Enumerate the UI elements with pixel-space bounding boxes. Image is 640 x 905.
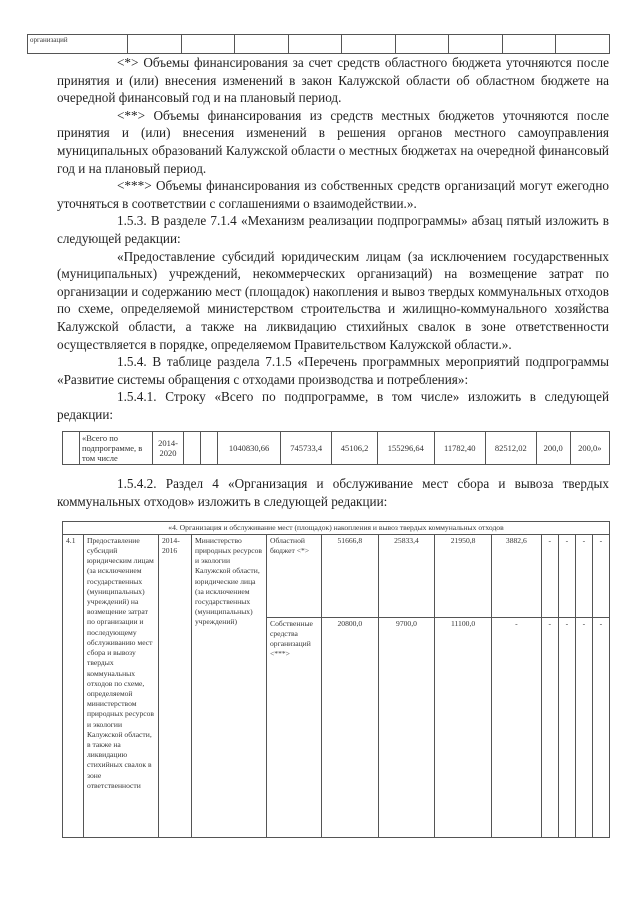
paragraph-1-5-4-1: 1.5.4.1. Строку «Всего по подпрограмме, в том числе» изложить в следующей редакции: [57,389,609,422]
total-row-table [62,431,610,465]
executor-text: Министерство природных ресурсов и экологии Калужской области, юридические лица (за исключением государственных (муниципальных) учреждений) [192,534,267,837]
funding-value: 20800,0 [322,617,379,837]
footnote-3: <***> Объемы финансирования из собственных средств организаций могут ежегодно уточняться в соответствии с соглашениями о взаимодействии.». [57,178,609,211]
funding-value: 21950,8 [435,534,492,617]
total-years: 2014-2020 [153,432,184,465]
measure-text: Предоставление субсидий юридическим лицам (за исключением государственных (муниципальных) учреждений) на возмещение затрат по организации и последующему обслуживанию мест сбора и вывозу твердых коммунальных отходов по схеме, определяемой министерством природных ресурсов и экологии Калужской области, в также на ликвидацию стихийных свалок в зоне ответственности [84,534,159,837]
section-4-table [62,521,610,838]
paragraph-1-5-3: 1.5.3. В разделе 7.1.4 «Механизм реализации подпрограммы» абзац пятый изложить в следующей редакции: [57,213,609,246]
funding-value: 51666,8 [322,534,379,617]
total-value: 45106,2 [332,432,377,465]
funding-value: - [558,617,575,837]
total-value: 200,0» [570,432,610,465]
footnote-2: <**> Объемы финансирования из средств местных бюджетов уточняются после принятия и (или) внесения изменений в решения органов местного самоуправления муниципальных образований Калужской области о местных бюджетах на очередной финансовый год и на плановый период. [57,107,609,176]
funding-value: - [592,534,609,617]
funding-value: 25833,4 [378,534,435,617]
total-label: «Всего по подпрограмме, в том числе [80,432,153,465]
total-value: 155296,64 [377,432,434,465]
funding-value: 11100,0 [435,617,492,837]
funding-value: - [541,617,558,837]
row-number: 4.1 [63,534,84,837]
funding-value: - [558,534,575,617]
total-value: 82512,02 [485,432,536,465]
funding-value: - [592,617,609,837]
continued-table [27,34,610,54]
table-cell: организаций [28,35,128,54]
paragraph-quote: «Предоставление субсидий юридическим лицам (за исключением государственных (муниципальных) учреждений, некоммерческих организаций) на возмещение затрат по организации и содержанию мест (площадок) накопления и вывоз твердых коммунальных отходов по схеме, определяемой министерством строительства и жилищно-коммунального хозяйства Калужской области, а также на ликвидацию стихийных свалок в зоне ответственности осуществляется в порядке, определяемом Правительством Калужской области.». [57,248,609,352]
total-value: 1040830,66 [218,432,281,465]
section-header: «4. Организация и обслуживание мест (площадок) накопления и вывоз твердых коммунальных отходов [63,521,610,534]
measure-years: 2014-2016 [159,534,192,837]
funding-value: - [491,617,541,837]
funding-value: 9700,0 [378,617,435,837]
paragraph-1-5-4-2: 1.5.4.2. Раздел 4 «Организация и обслуживание мест сбора и вывоза твердых коммунальных отходов» изложить в следующей редакции: [57,476,609,510]
funding-value: - [575,534,592,617]
total-value: 745733,4 [281,432,332,465]
footnote-1: <*> Объемы финансирования за счет средств областного бюджета уточняются после принятия и (или) внесения изменений в закон Калужской области об областном бюджете на очередной финансовый год и на плановый период. [57,55,609,106]
funding-source: Собственные средства организаций <***> [267,617,322,837]
funding-value: 3882,6 [491,534,541,617]
paragraph-1-5-4: 1.5.4. В таблице раздела 7.1.5 «Перечень программных мероприятий подпрограммы «Развитие системы обращения с отходами производства и потребления»: [57,354,609,387]
total-value: 11782,40 [434,432,485,465]
funding-source: Областной бюджет <*> [267,534,322,617]
total-value: 200,0 [536,432,570,465]
funding-value: - [541,534,558,617]
funding-value: - [575,617,592,837]
